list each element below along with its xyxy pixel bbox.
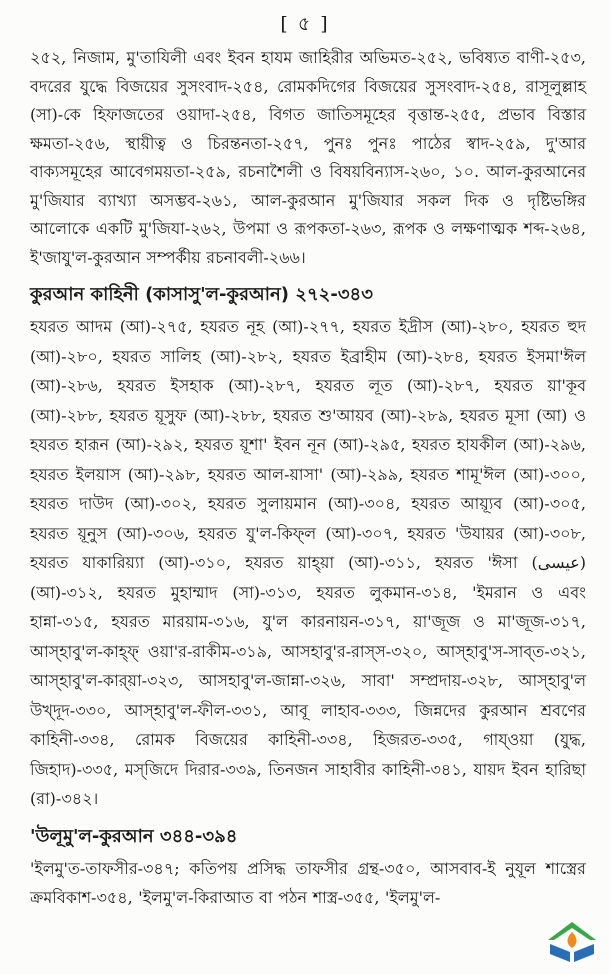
publisher-logo-icon: [542, 918, 602, 966]
section-qasas: [30, 280, 586, 814]
section-heading-title: 'উলূমু'ল-কুরআন: [30, 825, 154, 847]
section-heading-range: ৩৪৪-৩৯৪: [159, 825, 238, 847]
section-body: 'ইলমু'ত-তাফসীর-৩৪৭; কতিপয় প্রসিদ্ধ তাফসীর গ্রন্থ-৩৫০, আসবাব-ই নুযূল শাস্ত্রের ক্রমবিকাশ-৩৫৪, 'ইলমু'ল-কিরাআত বা পঠন শাস্ত্র-৩৫৫, 'ইলমু'ল-: [30, 858, 586, 907]
page-number: [ ৫ ]: [280, 13, 330, 35]
section-heading-range: ২৭২-৩৪৩: [295, 284, 373, 305]
page-content: [30, 44, 586, 913]
section-heading-title: কুরআন কাহিনী (কাসাসু'ল-কুরআন): [30, 284, 289, 305]
section-heading: [30, 822, 586, 852]
section-ulum: [30, 822, 586, 913]
intro-paragraph: ২৫২, নিজাম, মু'তাযিলী এবং ইবন হাযম জাহিরীর অভিমত-২৫২, ভবিষ্যত বাণী-২৫৩, বদরের যুদ্ধে বিজয়ের সুসংবাদ-২৫৪, রোমকদিগের বিজয়ের সুসংবাদ-২৫৪, রাসূলুল্লাহ (সা)-কে হিফাজতের ওয়াদা-২৫৪, বিগত জাতিসমূহের বৃত্তান্ত-২৫৫, প্রভাব বিস্তার ক্ষমতা-২৫৬, স্থায়ীত্ব ও চিরন্তনতা-২৫৭, পুনঃ পুনঃ পাঠের স্বাদ-২৫৯, দু'আর বাক্যসমূহের আবেগময়তা-২৫৯, রচনাশৈলী ও বিষয়বিন্যাস-২৬০, ১০. আল-কুরআনের মু'জিযার ব্যাখ্যা অসম্ভব-২৬১, আল-কুরআন মু'জিযার সকল দিক ও দৃষ্টিভঙ্গির আলোকে একটি মু'জিযা-২৬২, উপমা ও রূপকতা-২৬৩, রূপক ও লক্ষণাত্মক শব্দ-২৬৪, ই'জাযু'ল-কুরআন সম্পর্কীয় রচনাবলী-২৬৬।: [30, 48, 586, 267]
section-heading: [30, 280, 586, 310]
section-body: হযরত আদম (আ)-২৭৫, হযরত নূহ (আ)-২৭৭, হযরত ইদ্রীস (আ)-২৮০, হযরত হুদ (আ)-২৮০, হযরত সালিহ (আ)-২৮২, হযরত ইব্রাহীম (আ)-২৮৪, হযরত ইসমা'ঈল (আ)-২৮৬, হযরত ইসহাক (আ)-২৮৭, হযরত লূত (আ)-২৮৭, হযরত য়া'কূব (আ)-২৮৮, হযরত য়ূসুফ (আ)-২৮৮, হযরত শু'আয়ব (আ)-২৮৯, হযরত মূসা (আ) ও হযরত হারূন (আ)-২৯২, হযরত য়ূশা' ইবন নূন (আ)-২৯৫, হযরত হাযকীল (আ)-২৯৬, হযরত ইলয়াস (আ)-২৯৮, হযরত আল-য়াসা' (আ)-২৯৯, হযরত শামূ'ঈল (আ)-৩০০, হযরত দাউদ (আ)-৩০২, হযরত সুলায়মান (আ)-৩০৪, হযরত আয়্যূব (আ)-৩০৫, হযরত য়ূনুস (আ)-৩০৬, হযরত যু'ল-কিফ্‌ল (আ)-৩০৭, হযরত 'উযায়র (আ)-৩০৮, হযরত যাকারিয়্যা (আ)-৩১০, হযরত য়াহ্‌য়া (আ)-৩১১, হযরত 'ঈসা (عيسى) (আ)-৩১২, হযরত মুহাম্মাদ (সা)-৩১৩, হযরত লুকমান-৩১৪, 'ইমরান ও এবং হান্না-৩১৫, হযরত মারয়াম-৩১৬, যু'ল কারনায়ন-৩১৭, য়া'জূজ ও মা'জূজ-৩১৭, আস্‌হাবু'ল-কাহ্‌ফ্ ওয়া'র-রাকীম-৩১৯, আসহাবু'র-রাস্‌স-৩২০, আস্‌হাবু'স-সাব্‌ত-৩২১, আস্‌হাবু'ল-কার্‌য়া-৩২৩, আসহাবু'ল-জান্না-৩২৬, সাবা' সম্প্রদায়-৩২৮, আস্‌হাবু'ল উখ্‌দূদ-৩৩০, আস্‌হাবু'ল-ফীল-৩৩১, আবূ লাহাব-৩৩৩, জিন্নদের কুরআন শ্রবণের কাহিনী-৩৩৪, রোমক বিজয়ের কাহিনী-৩৩৪, হিজরত-৩৩৫, গায্‌ওয়া (যুদ্ধ, জিহাদ)-৩৩৫, মস্‌জিদে দিরার-৩৩৯, তিনজন সাহাবীর কাহিনী-৩৪১, যায়দ ইবন হারিছা (রা)-৩৪২।: [30, 317, 586, 808]
